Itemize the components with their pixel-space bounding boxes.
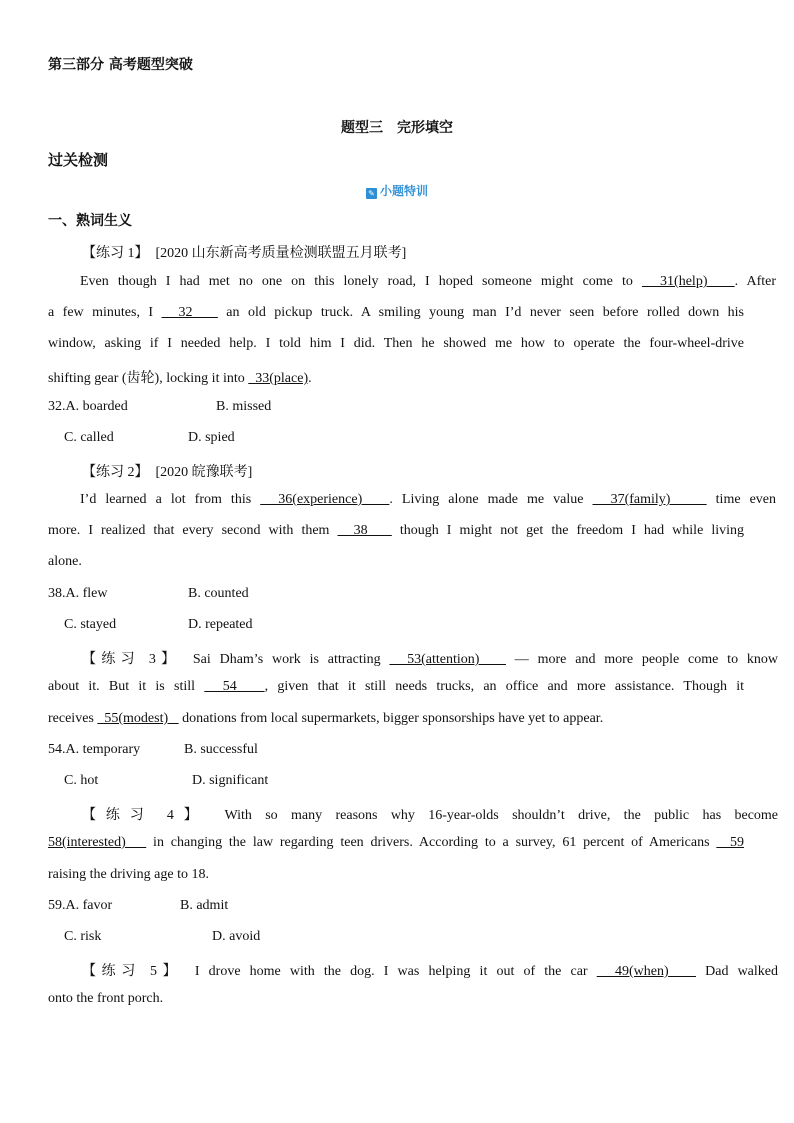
exercise-3-passage-line-3: receives 55(modest) donations from local supermarkets, bigger sponsorships have yet to appear.	[48, 711, 604, 726]
exercise-3-passage-line-1: 【练习 3】 Sai Dham’s work is attracting 53(attention) — more and more people come to know	[82, 652, 779, 667]
practice-badge	[0, 182, 794, 199]
blank-55: 55(modest)	[97, 711, 179, 726]
exercise-2-label: 【练习 2】	[82, 465, 142, 480]
blank-32: 32	[161, 305, 218, 320]
exercise-5-label: 【练习 5】	[82, 964, 176, 979]
exercise-3-passage-line-2: about it. But it is still 54 , given that it still needs trucks, an office and more assistance. Though it	[48, 679, 745, 694]
blank-36: 36(experience)	[260, 492, 390, 507]
badge-label: 小题特训	[379, 184, 428, 198]
question-38-option-c: C. stayed	[64, 617, 117, 632]
exercise-1-passage-line-3: window, asking if I needed help. I told him I did. Then he showed me how to operate the four-wheel-drive	[48, 336, 744, 351]
exercise-2-passage-line-3: alone.	[48, 554, 82, 569]
exercise-2-passage-line-1: I’d learned a lot from this 36(experience) . Living alone made me value 37(family) time even	[80, 492, 777, 507]
exercise-1-passage-line-2: a few minutes, I 32 an old pickup truck. A smiling young man I’d never seen before rolled down his	[48, 305, 744, 320]
question-32-option-d: D. spied	[188, 430, 235, 445]
exercise-1-passage-line-4: shifting gear (齿轮), locking it into 33(place).	[48, 371, 312, 386]
exercise-2-passage-line-2: more. I realized that every second with them 38 though I might not get the freedom I had while living	[48, 523, 745, 538]
exercise-5-passage-line-1: 【练习 5】 I drove home with the dog. I was helping it out of the car 49(when) Dad walked	[82, 964, 779, 979]
question-59-option-b: B. admit	[180, 898, 229, 913]
blank-59: 59	[716, 835, 745, 850]
question-59-option-c: C. risk	[64, 929, 102, 944]
blank-54: 54	[204, 679, 265, 694]
exercise-4-passage-line-3: raising the driving age to 18.	[48, 867, 209, 882]
exercise-4-passage-line-2: 58(interested) in changing the law regarding teen drivers. According to a survey, 61 percent of Americans 59	[48, 835, 745, 850]
exercise-1-source: [2020 山东新高考质量检测联盟五月联考]	[155, 246, 407, 261]
question-32-option-b: B. missed	[216, 399, 272, 414]
exercise-4-passage-line-1: 【练习 4】 With so many reasons why 16-year-olds shouldn’t drive, the public has become	[82, 808, 779, 823]
blank-53: 53(attention)	[389, 652, 506, 667]
question-54-option-a: 54.A. temporary	[48, 742, 141, 757]
question-54-option-d: D. significant	[192, 773, 269, 788]
check-heading: 过关检测	[48, 151, 109, 169]
blank-37: 37(family)	[592, 492, 707, 507]
pencil-icon: ✎	[366, 188, 377, 199]
exercise-5-passage-line-2: onto the front porch.	[48, 991, 164, 1006]
exercise-1-passage-line-1: Even though I had met no one on this lonely road, I hoped someone might come to 31(help) . After	[80, 274, 776, 289]
question-32-option-a: 32.A. boarded	[48, 399, 128, 414]
exercise-3-label: 【练习 3】	[82, 652, 174, 667]
blank-58: 58(interested)	[48, 835, 147, 850]
exercise-1-label: 【练习 1】	[82, 246, 142, 261]
blank-38: 38	[337, 523, 392, 538]
blank-33: 33(place)	[248, 371, 309, 386]
question-54-option-c: C. hot	[64, 773, 99, 788]
blank-49: 49(when)	[596, 964, 696, 979]
question-59-option-a: 59.A. favor	[48, 898, 113, 913]
exercise-2-source: [2020 皖豫联考]	[155, 465, 253, 480]
exercise-4-label: 【练习 4】	[82, 808, 201, 823]
question-59-option-d: D. avoid	[212, 929, 261, 944]
part-heading: 第三部分 高考题型突破	[48, 57, 193, 73]
blank-31: 31(help)	[641, 274, 735, 289]
section-heading: 一、熟词生义	[48, 213, 132, 229]
exercise-1-header	[48, 242, 778, 262]
question-type-title: 题型三 完形填空	[341, 120, 453, 136]
question-32-option-c: C. called	[64, 430, 114, 445]
question-54-option-b: B. successful	[184, 742, 258, 757]
exercise-2-header	[48, 461, 778, 481]
question-38-option-d: D. repeated	[188, 617, 253, 632]
question-38-option-a: 38.A. flew	[48, 586, 108, 601]
question-38-option-b: B. counted	[188, 586, 249, 601]
